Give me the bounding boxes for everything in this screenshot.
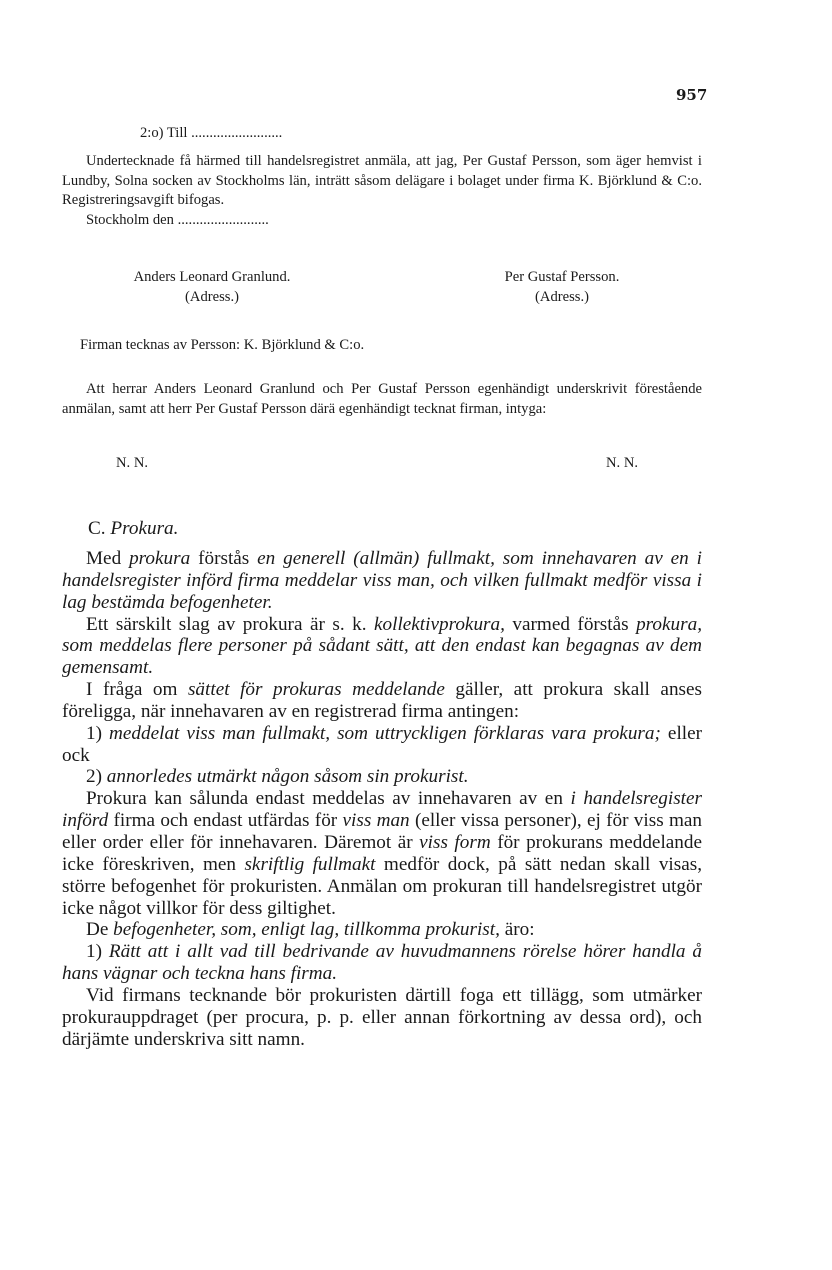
text-run: förstås bbox=[190, 548, 258, 569]
section-heading bbox=[88, 518, 178, 540]
text-run: firma och endast utfärdas för bbox=[108, 810, 343, 832]
signer-2 bbox=[462, 268, 662, 307]
signer-2-name: Per Gustaf Persson. bbox=[504, 269, 620, 285]
text-run: Vid firmans tecknande bör prokuristen därtill foga ett tillägg, som utmärker prokurauppdraget (per procura, p. p. eller annan förkortning av dessa ord), och därjämte underskriva sitt namn. bbox=[62, 984, 702, 1050]
body-text bbox=[62, 548, 702, 1050]
text-run: varmed förstås bbox=[504, 613, 637, 635]
paragraph-definition bbox=[62, 548, 702, 614]
attestation-text: Att herrar Anders Leonard Granlund och Per Gustaf Persson egenhändigt underskrivit förestående anmälan, samt att herr Per Gustaf Persson därä egenhändigt tecknat firman, intyga: bbox=[62, 381, 702, 417]
section-title: Prokura. bbox=[110, 518, 179, 539]
text-run: (eller vissa personer), ej för viss man eller order eller för innehavaren. Däremot är bbox=[62, 810, 702, 853]
text-run: en generell (allmän) fullmakt, som innehavaren av en i handelsregister införd firma meddelar viss man, och vilken fullmakt medför vissa i lag bestämda befogenheter. bbox=[62, 548, 703, 613]
page-number: 957 bbox=[676, 86, 708, 104]
text-run: Ett särskilt slag av prokura är s. k. bbox=[86, 613, 374, 635]
text-run: 2) bbox=[86, 766, 107, 788]
signer-2-address: (Adress.) bbox=[535, 288, 589, 305]
text-run: Prokura kan sålunda endast meddelas av innehavaren av en bbox=[86, 788, 571, 810]
attestation bbox=[62, 380, 702, 419]
text-run: skriftlig fullmakt bbox=[244, 853, 376, 875]
text-run: meddelat viss man fullmakt, som uttryckligen förklaras vara prokura; bbox=[109, 722, 661, 744]
text-run: 1) bbox=[86, 722, 110, 744]
list-item-2 bbox=[62, 766, 702, 788]
form-till-line: 2:o) Till ......................... bbox=[140, 125, 283, 141]
text-run: viss form bbox=[419, 831, 491, 853]
signer-1-name: Anders Leonard Granlund. bbox=[133, 269, 291, 285]
text-run: medför dock, på sätt nedan skall visas, större befogenhet för prokuristen. Anmälan om prokuran till handelsregistret utgör icke något villkor för dess giltighet. bbox=[62, 853, 702, 919]
firm-signature-line: Firman tecknas av Persson: K. Björklund & C:o. bbox=[80, 337, 365, 353]
paragraph-issuance bbox=[62, 788, 702, 919]
list-item-1 bbox=[62, 723, 702, 767]
text-run: 1) bbox=[86, 941, 109, 963]
text-run: De bbox=[86, 919, 114, 941]
form-paragraph bbox=[62, 152, 702, 231]
signer-1 bbox=[102, 268, 322, 307]
powers-item-1 bbox=[62, 941, 702, 985]
witness-right: N. N. bbox=[606, 455, 639, 471]
text-run: äro: bbox=[499, 919, 535, 941]
signer-1-address: (Adress.) bbox=[185, 288, 239, 305]
witness-left: N. N. bbox=[116, 455, 149, 471]
text-run: för prokurans meddelande icke föreskriven, men bbox=[62, 831, 702, 875]
text-run: I fråga om bbox=[86, 679, 188, 701]
text-run: gäller, att prokura skall anses föreligga, när innehavaren av en registrerad firma antingen: bbox=[62, 679, 702, 722]
text-run: eller ock bbox=[62, 722, 703, 766]
section-letter: C. bbox=[88, 518, 106, 539]
text-run: befogenheter, som, enligt lag, tillkomma prokurist, bbox=[113, 919, 500, 941]
text-run: Rätt att i allt vad till bedrivande av huvudmannens rörelse hörer handla å hans vägnar och teckna hans firma. bbox=[62, 941, 702, 985]
text-run: i handelsregister införd bbox=[62, 788, 702, 832]
text-run: sättet för prokuras meddelande bbox=[187, 679, 445, 701]
text-run: kollektivprokura, bbox=[374, 613, 505, 635]
text-run: Med bbox=[86, 548, 130, 569]
text-run: annorledes utmärkt någon såsom sin prokurist. bbox=[106, 766, 469, 788]
paragraph-powers bbox=[62, 919, 702, 941]
text-run: prokura bbox=[129, 548, 191, 569]
paragraph-signing bbox=[62, 985, 702, 1051]
place-date: Stockholm den ......................... bbox=[86, 212, 269, 229]
paragraph-kollektivprokura bbox=[62, 614, 702, 680]
paragraph-manner bbox=[62, 679, 702, 723]
registration-text: Undertecknade få härmed till handelsregistret anmäla, att jag, Per Gustaf Persson, som äger hemvist i Lundby, Solna socken av Stockholms län, inträtt såsom delägare i bolaget under firma K. Björklund & C:o. Registreringsavgift bifogas. bbox=[62, 153, 702, 209]
text-run: prokura, som meddelas flere personer på sådant sätt, att den endast kan begagnas av dem gemensamt. bbox=[62, 613, 702, 679]
text-run: viss man bbox=[342, 810, 410, 832]
